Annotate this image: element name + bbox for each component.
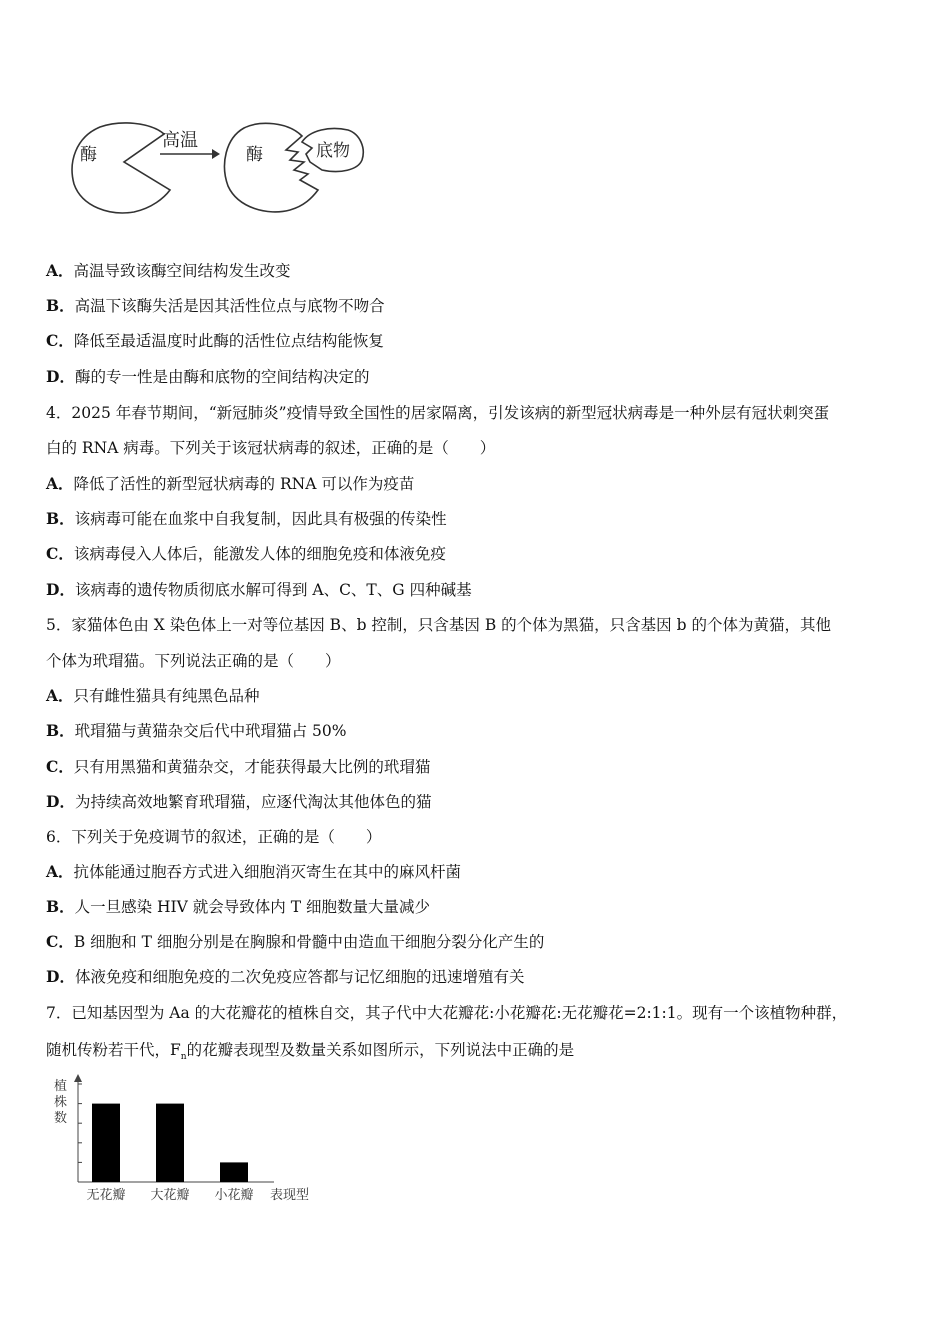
enzyme-figure [60,112,380,222]
option-text: B 细胞和 T 细胞分别是在胸腺和骨髓中由造血干细胞分裂分化产生的 [73,933,545,951]
option-text: 高温导致该酶空间结构发生改变 [73,262,291,280]
q7-stem-line1: 7．已知基因型为 Aa 的大花瓣花的植株自交，其子代中大花瓣花:小花瓣花:无花瓣花=2:1:1。现有一个该植物种群， [46,1004,848,1022]
option-text: 体液免疫和细胞免疫的二次免疫应答都与记忆细胞的迅速增殖有关 [74,968,525,986]
q5-stem-line1: 5．家猫体色由 X 染色体上一对等位基因 B、b 控制，只含基因 B 的个体为黑猫，只含基因 b 的个体为黄猫，其他 [46,616,831,634]
option-text: 抗体能通过胞吞方式进入细胞消灭寄生在其中的麻风杆菌 [73,863,462,881]
option-letter: B． [46,897,75,916]
arrow-head [212,149,220,159]
bar-3 [220,1162,248,1182]
q7-stem-post: 的花瓣表现型及数量关系如图所示，下列说法中正确的是 [186,1041,575,1059]
option-letter: C． [46,932,74,951]
option-text: 为持续高效地繁育玳瑁猫，应逐代淘汰其他体色的猫 [74,793,432,811]
q5-stem-line2: 个体为玳瑁猫。下列说法正确的是（ ） [46,652,341,670]
y-axis-label-char: 株 [54,1095,68,1110]
y-axis-label-char: 数 [54,1111,68,1126]
bars [92,1104,248,1182]
x-tick-label: 大花瓣 [150,1188,190,1203]
q4-option-b [46,508,920,530]
q6-stem: 6．下列关于免疫调节的叙述，正确的是（ ） [46,828,382,846]
option-text: 该病毒的遗传物质彻底水解可得到 A、C、T、G 四种碱基 [74,581,472,599]
q4-option-c [46,543,920,565]
q6-option-d [46,966,920,988]
q4-stem-line1: 4．2025 年春节期间，“新冠肺炎”疫情导致全国性的居家隔离，引发该病的新型冠状病毒是一种外层有冠状刺突蛋 [46,404,830,422]
enzyme-label-left: 酶 [80,145,97,165]
q3-option-d [46,366,920,388]
q7-stem-line2 [46,1039,920,1068]
q5-option-b [46,720,920,742]
y-ticks [78,1084,82,1162]
option-letter: B． [46,509,75,528]
x-axis-label: 表现型 [270,1188,310,1203]
q5-option-c [46,756,920,778]
option-letter: C． [46,331,74,350]
option-letter: C． [46,757,74,776]
option-letter: B． [46,296,75,315]
enzyme-shape-left [72,123,170,213]
q7-stem-pre: 随机传粉若干代，F [46,1041,181,1059]
y-axis-label [54,1078,67,1126]
option-text: 玳瑁猫与黄猫杂交后代中玳瑁猫占 50% [74,722,347,740]
enzyme-label-right: 酶 [246,145,263,165]
option-letter: A． [46,261,74,280]
bar-2 [156,1104,184,1182]
option-text: 降低至最适温度时此酶的活性位点结构能恢复 [73,332,384,350]
option-text: 酶的专一性是由酶和底物的空间结构决定的 [74,368,370,386]
option-letter: A． [46,862,74,881]
q5-option-a [46,685,920,707]
q6-option-b [46,896,920,918]
option-letter: D． [46,792,75,811]
option-text: 降低了活性的新型冠状病毒的 RNA 可以作为疫苗 [73,475,415,493]
bar-1 [92,1104,120,1182]
q3-option-c [46,330,920,352]
q5-option-d [46,791,920,813]
option-text: 人一旦感染 HIV 就会导致体内 T 细胞数量大量减少 [74,898,430,916]
option-letter: A． [46,474,74,493]
q3-option-b [46,295,920,317]
option-letter: C． [46,544,74,563]
option-letter: A． [46,686,74,705]
option-letter: D． [46,967,75,986]
option-text: 该病毒侵入人体后，能激发人体的细胞免疫和体液免疫 [73,545,446,563]
x-tick-labels [86,1187,253,1203]
x-tick-label: 小花瓣 [214,1188,254,1203]
q6-option-c [46,931,920,953]
q7-stem-sub: n [180,1052,187,1063]
y-axis-arrow [74,1074,82,1082]
q6-option-a [46,861,920,883]
x-tick-label: 无花瓣 [86,1188,126,1203]
option-letter: B． [46,721,75,740]
option-letter: D． [46,580,75,599]
option-text: 该病毒可能在血浆中自我复制，因此具有极强的传染性 [74,510,447,528]
q3-option-a [46,260,920,282]
petal-bar-chart [46,1070,326,1210]
q4-option-d [46,579,920,601]
option-text: 高温下该酶失活是因其活性位点与底物不吻合 [74,297,385,315]
y-axis-label-char: 植 [54,1079,68,1094]
enzyme-shape-right [225,123,318,212]
q4-stem-line2: 白的 RNA 病毒。下列关于该冠状病毒的叙述，正确的是（ ） [46,439,496,457]
option-letter: D． [46,367,75,386]
option-text: 只有用黑猫和黄猫杂交，才能获得最大比例的玳瑁猫 [73,758,431,776]
q4-option-a [46,473,920,495]
arrow-label: 高温 [162,130,198,151]
option-text: 只有雌性猫具有纯黑色品种 [73,687,260,705]
substrate-label: 底物 [316,141,350,161]
